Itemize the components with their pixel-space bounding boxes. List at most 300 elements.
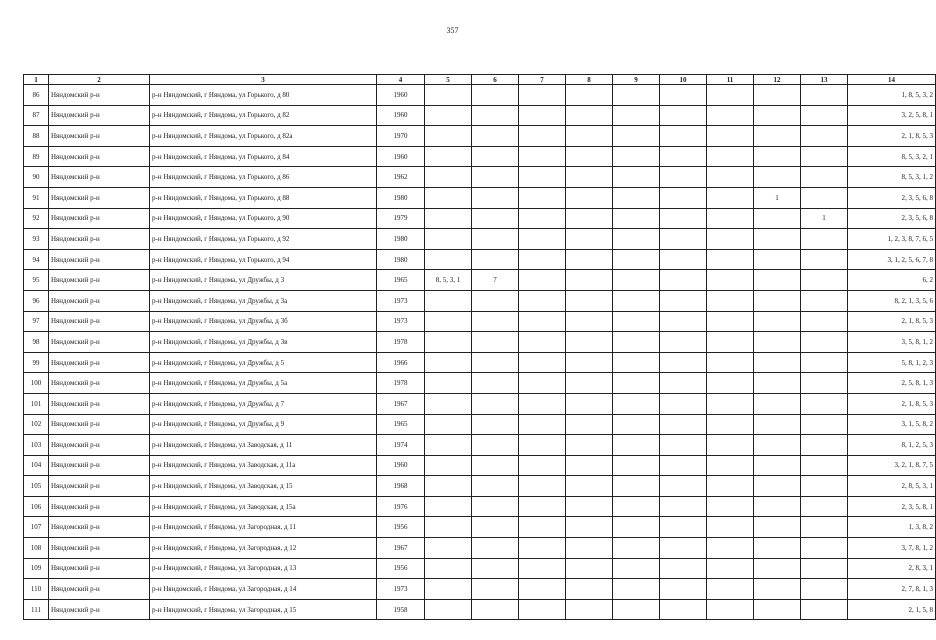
address-cell: р-н Няндомский, г Няндома, ул Дружбы, д 7 [150, 393, 377, 414]
column-10-cell [660, 538, 707, 559]
column-9-cell [613, 373, 660, 394]
column-8-cell [566, 599, 613, 620]
year-cell: 1966 [377, 352, 425, 373]
row-number-cell: 111 [24, 599, 49, 620]
row-number-cell: 100 [24, 373, 49, 394]
column-10-cell [660, 126, 707, 147]
column-13-cell [801, 435, 848, 456]
column-11-cell [707, 517, 754, 538]
column-6-cell [472, 229, 519, 250]
table-row [24, 105, 936, 126]
district-cell: Няндомский р-н [49, 455, 150, 476]
column-14-cell: 3, 2, 5, 8, 1 [848, 105, 936, 126]
column-8-cell [566, 517, 613, 538]
table-row [24, 496, 936, 517]
column-14-cell: 3, 7, 8, 1, 2 [848, 538, 936, 559]
column-7-cell [519, 599, 566, 620]
table-row [24, 455, 936, 476]
column-11-cell [707, 373, 754, 394]
column-12-cell [754, 579, 801, 600]
column-7-cell [519, 270, 566, 291]
column-7-cell [519, 393, 566, 414]
column-13-cell [801, 270, 848, 291]
district-cell: Няндомский р-н [49, 393, 150, 414]
column-6-cell [472, 455, 519, 476]
column-13-cell [801, 167, 848, 188]
table-row [24, 435, 936, 456]
column-9-cell [613, 352, 660, 373]
row-number-cell: 102 [24, 414, 49, 435]
year-cell: 1970 [377, 126, 425, 147]
year-cell: 1976 [377, 496, 425, 517]
column-7-cell [519, 105, 566, 126]
column-11-cell [707, 579, 754, 600]
column-6-cell [472, 414, 519, 435]
column-9-cell [613, 558, 660, 579]
year-cell: 1967 [377, 393, 425, 414]
column-12-cell [754, 229, 801, 250]
row-number-cell: 109 [24, 558, 49, 579]
column-6-cell [472, 352, 519, 373]
column-14-cell: 3, 2, 1, 8, 7, 5 [848, 455, 936, 476]
address-cell: р-н Няндомский, г Няндома, ул Загородная, д 15 [150, 599, 377, 620]
column-14-cell: 5, 8, 1, 2, 3 [848, 352, 936, 373]
column-14-cell: 3, 1, 2, 5, 6, 7, 8 [848, 249, 936, 270]
row-number-cell: 92 [24, 208, 49, 229]
column-13-cell [801, 476, 848, 497]
column-12-cell [754, 146, 801, 167]
column-5-cell [425, 187, 472, 208]
address-cell: р-н Няндомский, г Няндома, ул Дружбы, д 3в [150, 332, 377, 353]
column-8-cell [566, 476, 613, 497]
year-cell: 1978 [377, 373, 425, 394]
row-number-cell: 87 [24, 105, 49, 126]
column-13-cell [801, 414, 848, 435]
year-cell: 1956 [377, 517, 425, 538]
column-8-cell [566, 332, 613, 353]
address-cell: р-н Няндомский, г Няндома, ул Горького, д 80 [150, 85, 377, 106]
column-12-cell [754, 435, 801, 456]
column-14-cell: 2, 5, 8, 1, 3 [848, 373, 936, 394]
row-number-cell: 95 [24, 270, 49, 291]
housing-register-table [23, 74, 936, 620]
column-14-cell: 2, 1, 8, 5, 3 [848, 126, 936, 147]
column-8-cell [566, 538, 613, 559]
column-5-cell [425, 373, 472, 394]
column-5-cell [425, 105, 472, 126]
column-11-cell [707, 332, 754, 353]
address-cell: р-н Няндомский, г Няндома, ул Дружбы, д 3а [150, 290, 377, 311]
column-9-cell [613, 229, 660, 250]
column-8-cell [566, 85, 613, 106]
address-cell: р-н Няндомский, г Няндома, ул Горького, д 82а [150, 126, 377, 147]
column-6-cell [472, 599, 519, 620]
year-cell: 1973 [377, 579, 425, 600]
row-number-cell: 107 [24, 517, 49, 538]
column-8-cell [566, 393, 613, 414]
column-10-cell [660, 249, 707, 270]
column-header: 10 [660, 75, 707, 85]
column-6-cell [472, 538, 519, 559]
year-cell: 1960 [377, 146, 425, 167]
column-9-cell [613, 146, 660, 167]
column-12-cell: 1 [754, 187, 801, 208]
district-cell: Няндомский р-н [49, 579, 150, 600]
column-5-cell [425, 146, 472, 167]
column-7-cell [519, 455, 566, 476]
address-cell: р-н Няндомский, г Няндома, ул Горького, д 92 [150, 229, 377, 250]
address-cell: р-н Няндомский, г Няндома, ул Дружбы, д 5 [150, 352, 377, 373]
column-5-cell [425, 599, 472, 620]
address-cell: р-н Няндомский, г Няндома, ул Дружбы, д 5а [150, 373, 377, 394]
column-8-cell [566, 435, 613, 456]
column-9-cell [613, 599, 660, 620]
column-8-cell [566, 208, 613, 229]
column-12-cell [754, 332, 801, 353]
column-7-cell [519, 332, 566, 353]
year-cell: 1979 [377, 208, 425, 229]
district-cell: Няндомский р-н [49, 373, 150, 394]
column-7-cell [519, 517, 566, 538]
year-cell: 1968 [377, 476, 425, 497]
row-number-cell: 94 [24, 249, 49, 270]
address-cell: р-н Няндомский, г Няндома, ул Дружбы, д 3б [150, 311, 377, 332]
table-row [24, 558, 936, 579]
column-6-cell [472, 208, 519, 229]
column-10-cell [660, 352, 707, 373]
column-5-cell [425, 249, 472, 270]
column-7-cell [519, 126, 566, 147]
column-6-cell [472, 558, 519, 579]
column-12-cell [754, 414, 801, 435]
column-13-cell [801, 311, 848, 332]
table-row [24, 229, 936, 250]
column-8-cell [566, 352, 613, 373]
address-cell: р-н Няндомский, г Няндома, ул Заводская, д 15а [150, 496, 377, 517]
column-6-cell [472, 579, 519, 600]
column-7-cell [519, 229, 566, 250]
column-8-cell [566, 311, 613, 332]
column-11-cell [707, 249, 754, 270]
address-cell: р-н Няндомский, г Няндома, ул Загородная, д 12 [150, 538, 377, 559]
column-14-cell: 2, 3, 5, 6, 8 [848, 208, 936, 229]
column-11-cell [707, 146, 754, 167]
column-8-cell [566, 290, 613, 311]
column-header: 12 [754, 75, 801, 85]
table-row [24, 476, 936, 497]
column-7-cell [519, 435, 566, 456]
column-14-cell: 2, 1, 5, 8 [848, 599, 936, 620]
column-header: 11 [707, 75, 754, 85]
district-cell: Няндомский р-н [49, 229, 150, 250]
column-10-cell [660, 435, 707, 456]
column-10-cell [660, 167, 707, 188]
column-11-cell [707, 538, 754, 559]
year-cell: 1980 [377, 229, 425, 250]
column-10-cell [660, 290, 707, 311]
row-number-cell: 106 [24, 496, 49, 517]
column-11-cell [707, 414, 754, 435]
column-10-cell [660, 146, 707, 167]
column-11-cell [707, 208, 754, 229]
column-8-cell [566, 167, 613, 188]
column-6-cell [472, 105, 519, 126]
column-11-cell [707, 311, 754, 332]
column-11-cell [707, 352, 754, 373]
column-7-cell [519, 352, 566, 373]
column-12-cell [754, 85, 801, 106]
table-row [24, 187, 936, 208]
column-12-cell [754, 558, 801, 579]
column-header: 14 [848, 75, 936, 85]
column-header: 3 [150, 75, 377, 85]
column-8-cell [566, 373, 613, 394]
column-10-cell [660, 517, 707, 538]
column-11-cell [707, 558, 754, 579]
column-11-cell [707, 270, 754, 291]
column-14-cell: 2, 8, 3, 1 [848, 558, 936, 579]
column-10-cell [660, 229, 707, 250]
district-cell: Няндомский р-н [49, 126, 150, 147]
district-cell: Няндомский р-н [49, 414, 150, 435]
column-10-cell [660, 455, 707, 476]
column-12-cell [754, 126, 801, 147]
table-body [24, 85, 936, 620]
column-10-cell [660, 311, 707, 332]
year-cell: 1956 [377, 558, 425, 579]
district-cell: Няндомский р-н [49, 476, 150, 497]
table-row [24, 517, 936, 538]
column-7-cell [519, 558, 566, 579]
column-5-cell [425, 229, 472, 250]
district-cell: Няндомский р-н [49, 599, 150, 620]
column-12-cell [754, 249, 801, 270]
column-12-cell [754, 517, 801, 538]
column-10-cell [660, 579, 707, 600]
column-5-cell [425, 332, 472, 353]
column-9-cell [613, 85, 660, 106]
column-11-cell [707, 85, 754, 106]
column-10-cell [660, 373, 707, 394]
column-5-cell: 8, 5, 3, 1 [425, 270, 472, 291]
column-9-cell [613, 435, 660, 456]
column-13-cell [801, 599, 848, 620]
column-5-cell [425, 290, 472, 311]
column-13-cell [801, 105, 848, 126]
table-row [24, 290, 936, 311]
column-14-cell: 2, 3, 5, 6, 8 [848, 187, 936, 208]
column-13-cell [801, 85, 848, 106]
column-13-cell [801, 373, 848, 394]
column-11-cell [707, 476, 754, 497]
row-number-cell: 91 [24, 187, 49, 208]
column-6-cell [472, 435, 519, 456]
column-9-cell [613, 414, 660, 435]
row-number-cell: 90 [24, 167, 49, 188]
column-13-cell [801, 455, 848, 476]
district-cell: Няндомский р-н [49, 517, 150, 538]
column-5-cell [425, 517, 472, 538]
address-cell: р-н Няндомский, г Няндома, ул Горького, д 88 [150, 187, 377, 208]
column-10-cell [660, 393, 707, 414]
column-12-cell [754, 167, 801, 188]
column-10-cell [660, 208, 707, 229]
table-row [24, 146, 936, 167]
column-10-cell [660, 85, 707, 106]
table-row [24, 414, 936, 435]
column-6-cell [472, 187, 519, 208]
column-7-cell [519, 476, 566, 497]
column-header: 6 [472, 75, 519, 85]
column-14-cell: 3, 5, 8, 1, 2 [848, 332, 936, 353]
year-cell: 1960 [377, 455, 425, 476]
column-14-cell: 8, 2, 1, 3, 5, 6 [848, 290, 936, 311]
district-cell: Няндомский р-н [49, 435, 150, 456]
column-12-cell [754, 476, 801, 497]
column-12-cell [754, 208, 801, 229]
column-6-cell [472, 393, 519, 414]
row-number-cell: 98 [24, 332, 49, 353]
column-6-cell [472, 249, 519, 270]
column-11-cell [707, 290, 754, 311]
column-11-cell [707, 455, 754, 476]
column-header: 9 [613, 75, 660, 85]
column-header: 8 [566, 75, 613, 85]
column-6-cell: 7 [472, 270, 519, 291]
column-6-cell [472, 167, 519, 188]
address-cell: р-н Няндомский, г Няндома, ул Дружбы, д 3 [150, 270, 377, 291]
district-cell: Няндомский р-н [49, 146, 150, 167]
column-13-cell [801, 517, 848, 538]
column-7-cell [519, 187, 566, 208]
column-8-cell [566, 249, 613, 270]
column-9-cell [613, 332, 660, 353]
column-8-cell [566, 187, 613, 208]
column-6-cell [472, 332, 519, 353]
column-7-cell [519, 146, 566, 167]
column-11-cell [707, 187, 754, 208]
column-12-cell [754, 290, 801, 311]
column-header: 1 [24, 75, 49, 85]
column-14-cell: 2, 1, 8, 5, 3 [848, 311, 936, 332]
table-row [24, 352, 936, 373]
row-number-cell: 105 [24, 476, 49, 497]
address-cell: р-н Няндомский, г Няндома, ул Горького, д 84 [150, 146, 377, 167]
column-13-cell [801, 579, 848, 600]
address-cell: р-н Няндомский, г Няндома, ул Дружбы, д 9 [150, 414, 377, 435]
column-9-cell [613, 126, 660, 147]
row-number-cell: 103 [24, 435, 49, 456]
column-12-cell [754, 496, 801, 517]
column-5-cell [425, 352, 472, 373]
column-7-cell [519, 414, 566, 435]
column-14-cell: 8, 5, 3, 2, 1 [848, 146, 936, 167]
column-6-cell [472, 85, 519, 106]
column-7-cell [519, 311, 566, 332]
column-12-cell [754, 270, 801, 291]
column-13-cell [801, 146, 848, 167]
column-6-cell [472, 290, 519, 311]
column-11-cell [707, 435, 754, 456]
row-number-cell: 104 [24, 455, 49, 476]
column-5-cell [425, 85, 472, 106]
column-14-cell: 2, 1, 8, 5, 3 [848, 393, 936, 414]
table-row [24, 311, 936, 332]
column-7-cell [519, 538, 566, 559]
address-cell: р-н Няндомский, г Няндома, ул Горького, д 86 [150, 167, 377, 188]
column-7-cell [519, 290, 566, 311]
column-6-cell [472, 146, 519, 167]
district-cell: Няндомский р-н [49, 538, 150, 559]
column-12-cell [754, 105, 801, 126]
year-cell: 1960 [377, 85, 425, 106]
column-8-cell [566, 126, 613, 147]
year-cell: 1973 [377, 290, 425, 311]
column-11-cell [707, 599, 754, 620]
column-6-cell [472, 517, 519, 538]
column-13-cell [801, 496, 848, 517]
year-cell: 1962 [377, 167, 425, 188]
column-9-cell [613, 311, 660, 332]
district-cell: Няндомский р-н [49, 249, 150, 270]
column-10-cell [660, 496, 707, 517]
year-cell: 1967 [377, 538, 425, 559]
column-14-cell: 2, 7, 8, 1, 3 [848, 579, 936, 600]
column-13-cell [801, 332, 848, 353]
column-9-cell [613, 538, 660, 559]
year-cell: 1980 [377, 249, 425, 270]
year-cell: 1960 [377, 105, 425, 126]
column-14-cell: 1, 2, 3, 8, 7, 6, 5 [848, 229, 936, 250]
column-13-cell [801, 352, 848, 373]
column-8-cell [566, 558, 613, 579]
table-row [24, 270, 936, 291]
district-cell: Няндомский р-н [49, 496, 150, 517]
address-cell: р-н Няндомский, г Няндома, ул Горького, д 82 [150, 105, 377, 126]
table-row [24, 373, 936, 394]
column-14-cell: 8, 5, 3, 1, 2 [848, 167, 936, 188]
column-14-cell: 2, 3, 5, 8, 1 [848, 496, 936, 517]
address-cell: р-н Няндомский, г Няндома, ул Заводская, д 11 [150, 435, 377, 456]
column-header: 4 [377, 75, 425, 85]
column-5-cell [425, 558, 472, 579]
column-7-cell [519, 373, 566, 394]
table-header-row [24, 75, 936, 85]
column-9-cell [613, 105, 660, 126]
column-9-cell [613, 187, 660, 208]
column-8-cell [566, 146, 613, 167]
column-13-cell [801, 126, 848, 147]
column-header: 2 [49, 75, 150, 85]
year-cell: 1973 [377, 311, 425, 332]
table-row [24, 579, 936, 600]
column-8-cell [566, 579, 613, 600]
column-8-cell [566, 270, 613, 291]
column-9-cell [613, 290, 660, 311]
column-8-cell [566, 414, 613, 435]
column-8-cell [566, 496, 613, 517]
column-14-cell: 2, 8, 5, 3, 1 [848, 476, 936, 497]
column-5-cell [425, 393, 472, 414]
column-12-cell [754, 538, 801, 559]
table-row [24, 208, 936, 229]
column-5-cell [425, 455, 472, 476]
column-7-cell [519, 85, 566, 106]
district-cell: Няндомский р-н [49, 270, 150, 291]
column-6-cell [472, 476, 519, 497]
table-row [24, 126, 936, 147]
row-number-cell: 101 [24, 393, 49, 414]
